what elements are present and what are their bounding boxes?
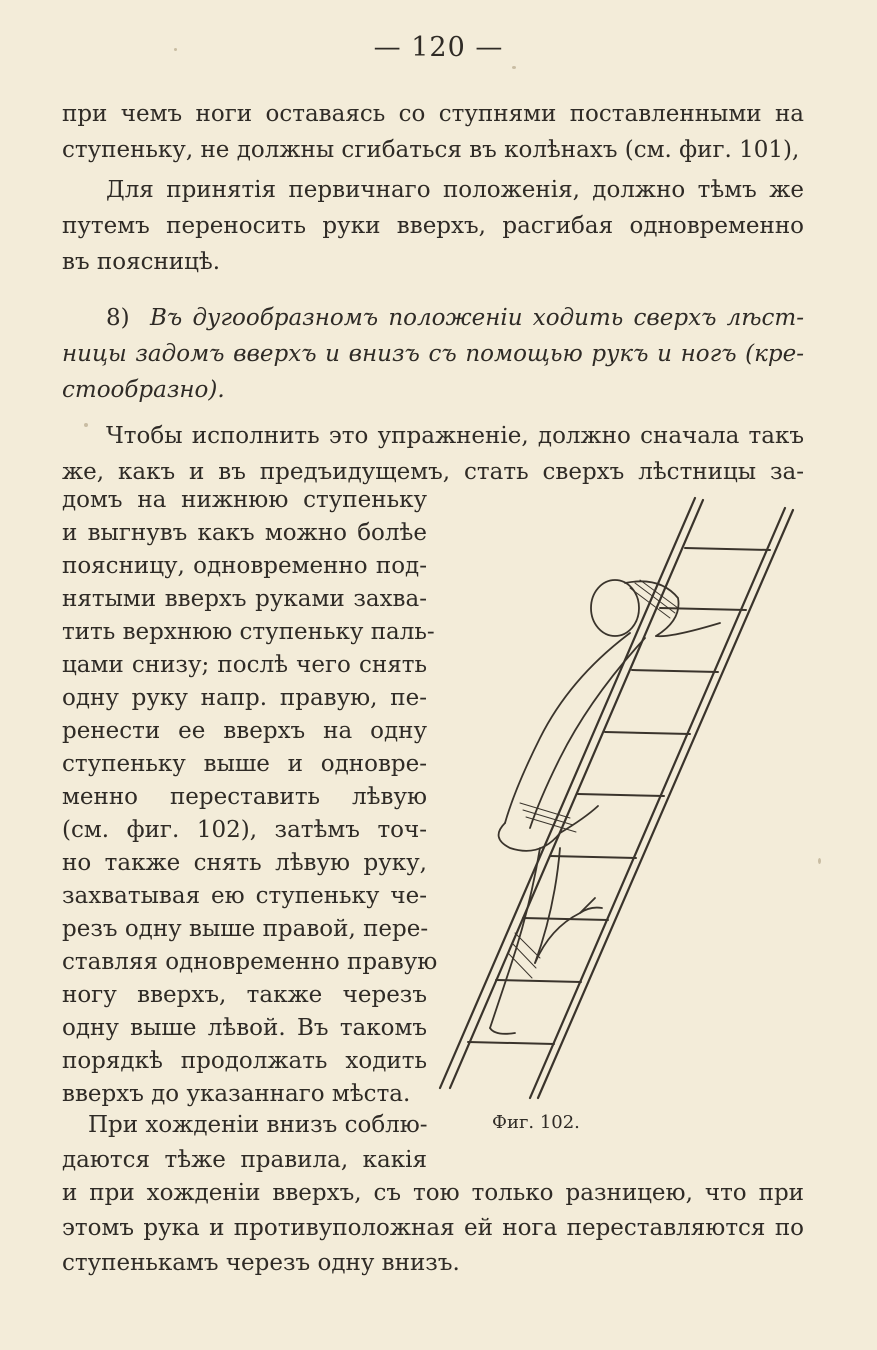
text-line: ренести ее вверхъ на одну xyxy=(62,718,427,744)
heading-line xyxy=(62,300,804,336)
text-line: Для принятія первичнаго положенія, должно тѣмъ же xyxy=(106,177,804,203)
text-line: ступеньку, не должны сгибаться въ колѣнахъ (см. фиг. 101), xyxy=(62,137,800,163)
text-line: этомъ рука и противуположная ей нога переставляются по xyxy=(62,1215,804,1241)
text-line: въ поясницѣ. xyxy=(62,249,221,275)
paragraph-1 xyxy=(62,96,804,168)
paper-speck xyxy=(818,858,821,864)
text-line: порядкѣ продолжать ходить xyxy=(62,1048,427,1074)
text-line: При хожденіи внизъ соблю- xyxy=(88,1112,428,1138)
paragraph-3 xyxy=(62,418,804,490)
ladder-rail-left-inner xyxy=(450,500,703,1088)
heading-text: Въ дугообразномъ положеніи ходить сверхъ лѣст- xyxy=(150,305,805,331)
text-line: и при хожденіи вверхъ, съ тою только разницею, что при xyxy=(62,1180,804,1206)
text-line: одну руку напр. правую, пе- xyxy=(62,685,427,711)
paragraph-4 xyxy=(62,1176,804,1281)
climbing-figure xyxy=(490,580,720,1034)
text-line: тить верхнюю ступеньку паль- xyxy=(62,619,435,645)
paper-speck xyxy=(512,66,516,69)
ladder-rail-left xyxy=(440,498,695,1088)
text-line: нятыми вверхъ руками захва- xyxy=(62,586,427,612)
text-line: Чтобы исполнить это упражненіе, должно сначала такъ xyxy=(106,423,804,449)
text-line: одну выше лѣвой. Въ такомъ xyxy=(62,1015,427,1041)
text-line: и выгнувъ какъ можно болѣе xyxy=(62,520,427,546)
heading-line: ницы задомъ вверхъ и внизъ съ помощью рукъ и ногъ (кре- xyxy=(62,341,804,367)
ladder-rail-right xyxy=(530,508,785,1098)
text-line: захватывая ею ступеньку че- xyxy=(62,883,427,909)
text-line: даются тѣже правила, какія xyxy=(62,1147,427,1173)
text-line: цами снизу; послѣ чего снять xyxy=(62,652,427,678)
text-line: ногу вверхъ, также черезъ xyxy=(62,982,427,1008)
text-line: поясницу, одновременно под- xyxy=(62,553,427,579)
text-line: ставляя одновременно правую xyxy=(62,949,438,975)
paragraph-2 xyxy=(62,172,804,280)
text-line: же, какъ и въ предъидущемъ, стать сверхъ лѣстницы за- xyxy=(62,459,804,485)
text-line: при чемъ ноги оставаясь со ступнями поставленными на xyxy=(62,101,804,127)
heading-line: стообразно). xyxy=(62,377,225,403)
heading-number: 8) xyxy=(106,305,130,331)
text-line: домъ на нижнюю ступеньку xyxy=(62,487,427,513)
text-line: менно переставить лѣвую xyxy=(62,784,427,810)
text-line: резъ одну выше правой, пере- xyxy=(62,916,429,942)
text-line: путемъ переносить руки вверхъ, расгибая одновременно xyxy=(62,213,804,239)
paragraph-3-column xyxy=(62,484,438,1111)
figure-102-illustration xyxy=(420,488,805,1108)
paper-speck xyxy=(84,423,88,427)
text-line: но также снять лѣвую руку, xyxy=(62,850,427,876)
figure-caption: Фиг. 102. xyxy=(492,1112,580,1133)
text-line: вверхъ до указаннаго мѣста. xyxy=(62,1081,411,1107)
text-line: ступеньку выше и одновре- xyxy=(62,751,427,777)
text-line: (см. фиг. 102), затѣмъ точ- xyxy=(62,817,427,843)
exercise-heading xyxy=(62,300,804,408)
page-number: — 120 — xyxy=(373,32,504,63)
paragraph-4-column xyxy=(62,1108,427,1178)
paper-speck xyxy=(174,48,177,51)
text-line: ступенькамъ черезъ одну внизъ. xyxy=(62,1250,460,1276)
